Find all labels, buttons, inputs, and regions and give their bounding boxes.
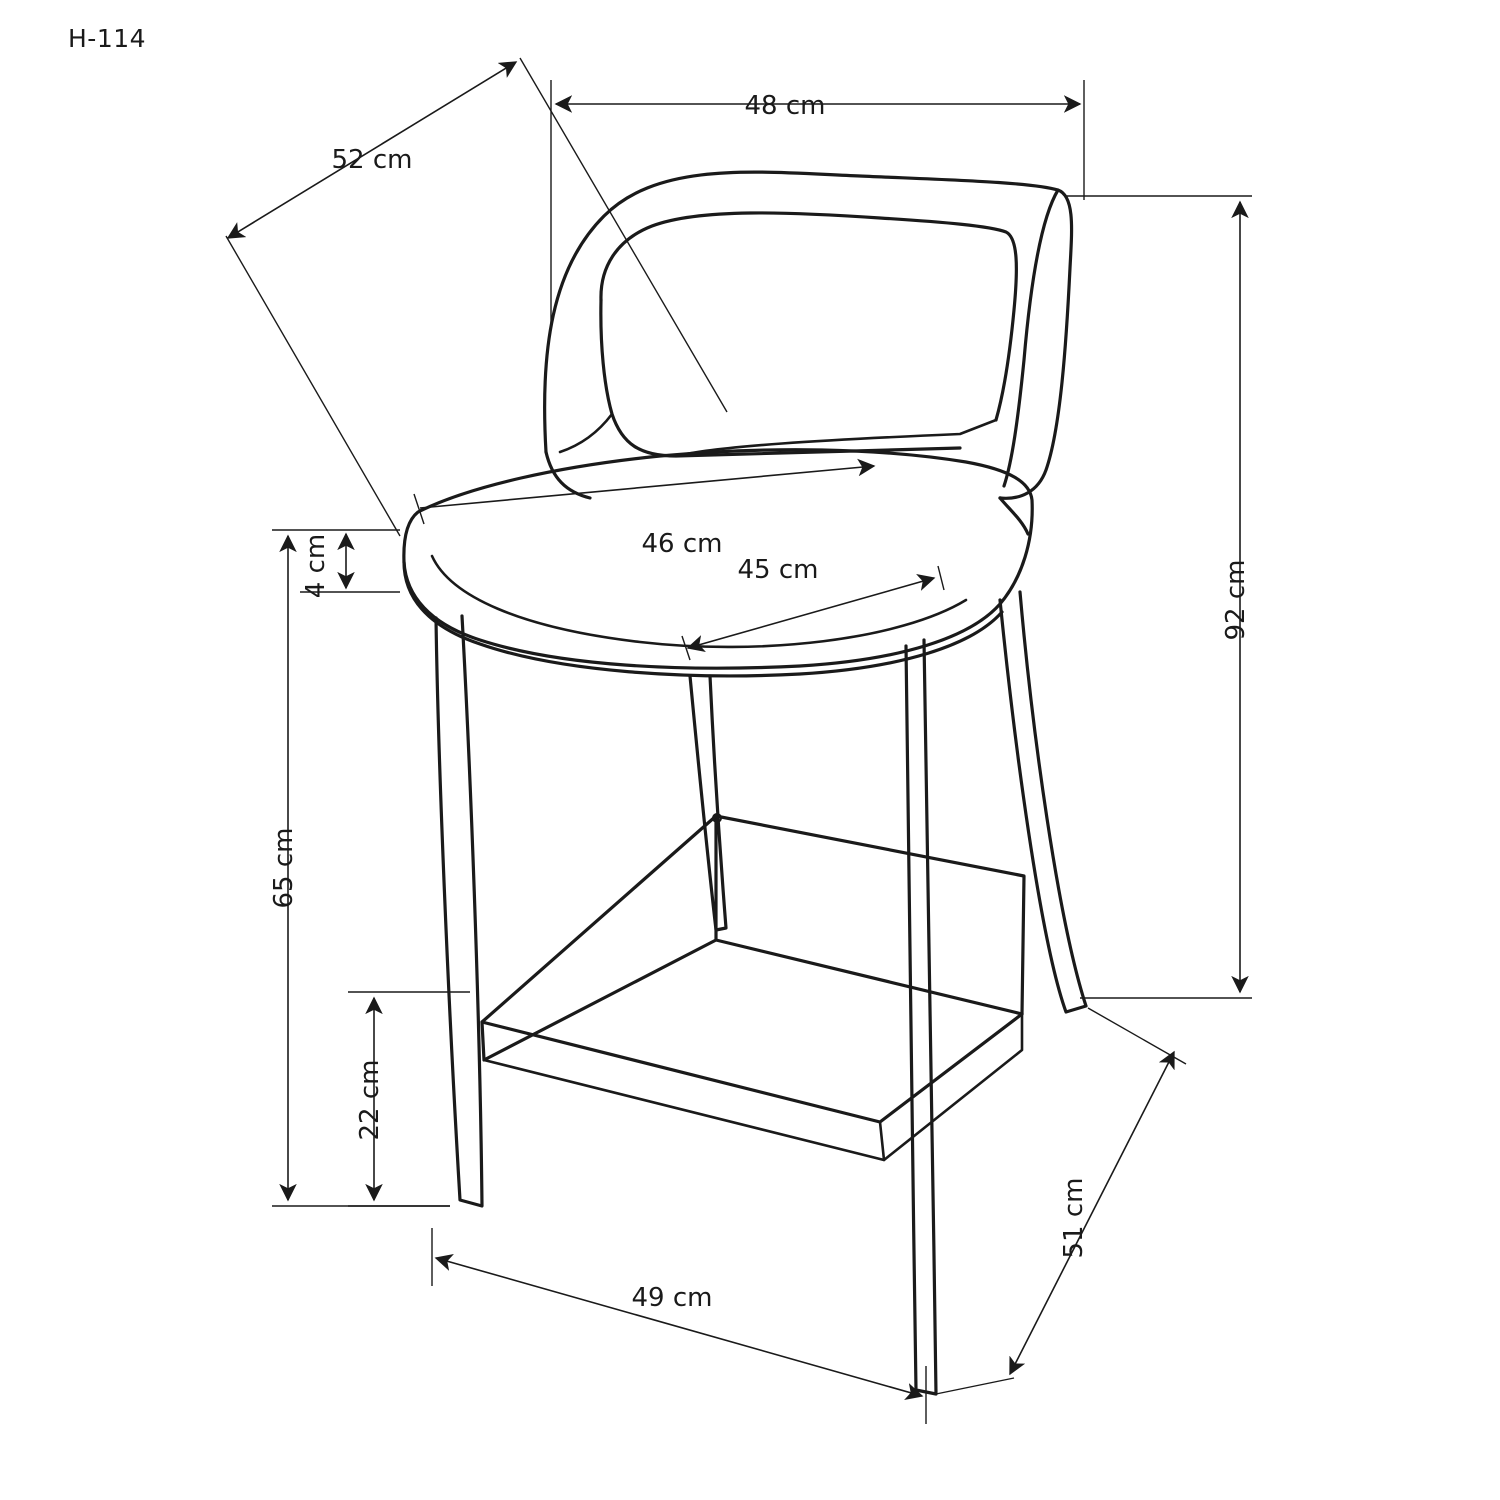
- dimension-seat-width: [414, 466, 874, 559]
- dimension-total-height: [1066, 196, 1252, 998]
- chair-backrest: [545, 172, 1072, 534]
- dimension-width-top: [551, 80, 1084, 330]
- dim-label-51: 51 cm: [1059, 1177, 1089, 1259]
- dim-label-45: 45 cm: [737, 555, 819, 585]
- dimension-seat-thickness: [272, 530, 400, 598]
- dim-label-46: 46 cm: [641, 529, 723, 559]
- dim-label-4: 4 cm: [301, 533, 331, 599]
- dim-label-52: 52 cm: [331, 145, 413, 175]
- dimension-seat-depth: [682, 555, 944, 660]
- dim-label-49: 49 cm: [631, 1283, 713, 1313]
- dimension-depth-top: [226, 58, 727, 536]
- model-code-label: H-114: [68, 24, 147, 53]
- dimension-base-width: [432, 1228, 926, 1424]
- chair-legs: [436, 592, 1086, 1394]
- dim-label-48: 48 cm: [744, 91, 826, 121]
- dimension-base-depth: [936, 1008, 1186, 1394]
- chair-seat: [404, 450, 1032, 676]
- dim-label-92: 92 cm: [1221, 559, 1251, 641]
- dim-label-65: 65 cm: [269, 827, 299, 909]
- dim-label-22: 22 cm: [355, 1059, 385, 1141]
